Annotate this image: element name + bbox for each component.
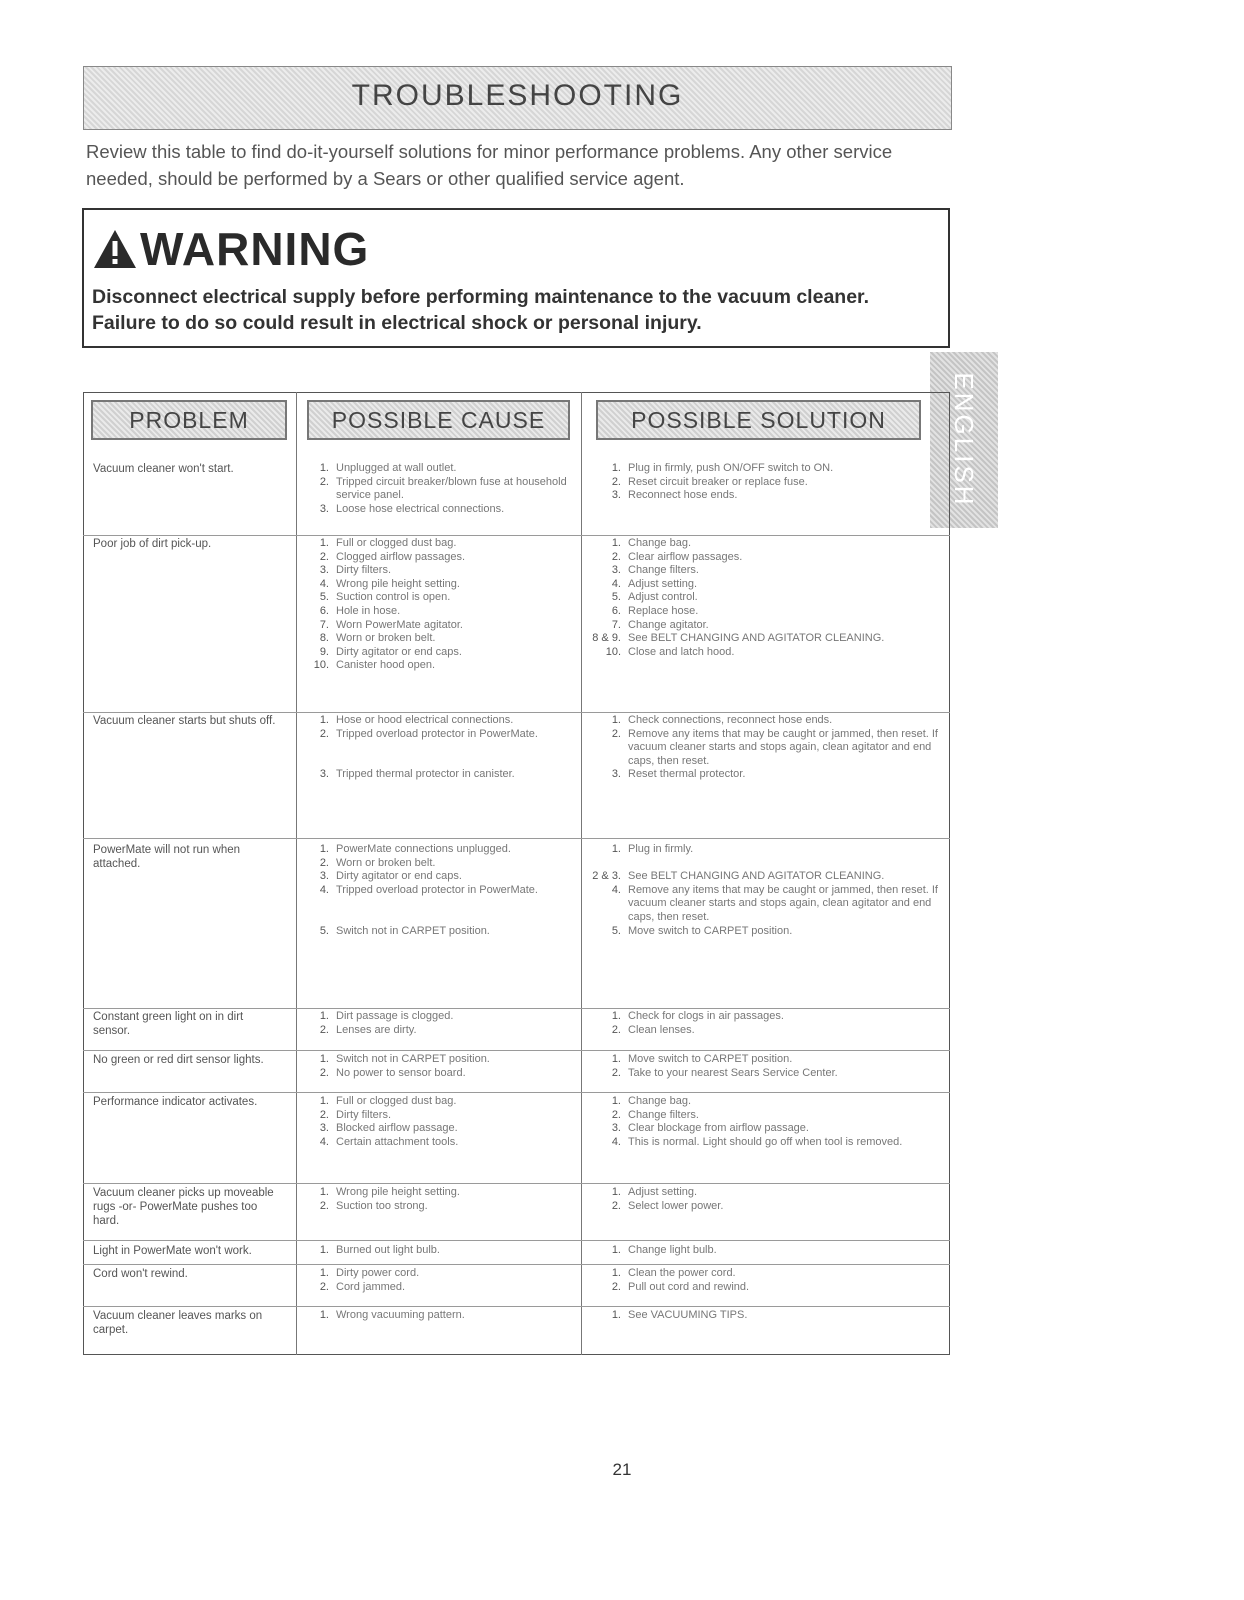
solution-item bbox=[601, 476, 941, 490]
item-text: Dirty agitator or end caps. bbox=[336, 870, 462, 883]
row-divider bbox=[83, 1306, 950, 1307]
cause-item bbox=[309, 1267, 579, 1281]
item-number: 2. bbox=[319, 1280, 329, 1293]
solution-item bbox=[601, 1024, 941, 1038]
problem-cell: Poor job of dirt pick-up. bbox=[93, 538, 212, 550]
item-number: 4. bbox=[319, 577, 329, 590]
solution-item bbox=[601, 1200, 941, 1214]
solution-list bbox=[601, 462, 941, 503]
cause-item bbox=[309, 1186, 579, 1200]
item-number: 1. bbox=[611, 462, 621, 474]
item-number: 3. bbox=[319, 564, 329, 577]
page-number: 21 bbox=[612, 1460, 632, 1479]
item-number: 1. bbox=[611, 1244, 621, 1256]
item-number: 3. bbox=[611, 489, 621, 502]
cause-item bbox=[309, 1122, 579, 1136]
warning-triangle-icon bbox=[92, 228, 138, 270]
problem-cell: Vacuum cleaner starts but shuts off. bbox=[93, 715, 276, 727]
item-number: 4. bbox=[611, 883, 621, 896]
cause-list bbox=[309, 1244, 579, 1258]
cause-item bbox=[309, 551, 579, 565]
row-divider bbox=[83, 1240, 950, 1241]
cause-item bbox=[309, 632, 579, 646]
cause-list bbox=[309, 1010, 579, 1037]
item-number: 2. bbox=[319, 1066, 329, 1079]
cause-list bbox=[309, 843, 579, 938]
item-number: 4. bbox=[611, 577, 621, 590]
item-number: 10. bbox=[313, 659, 329, 672]
item-number: 1. bbox=[319, 1053, 329, 1065]
item-number: 1. bbox=[319, 1095, 329, 1107]
item-number: 1. bbox=[319, 1010, 329, 1022]
item-text: Cord jammed. bbox=[336, 1280, 406, 1293]
item-number: 1. bbox=[611, 843, 621, 855]
item-text: Clean the power cord. bbox=[628, 1267, 736, 1279]
item-number: 1. bbox=[319, 1244, 329, 1256]
item-number: 3. bbox=[611, 564, 621, 577]
item-text: Hose or hood electrical connections. bbox=[336, 714, 514, 726]
item-number: 6. bbox=[611, 604, 621, 617]
cause-item bbox=[309, 578, 579, 592]
item-text: Tripped overload protector in PowerMate. bbox=[336, 883, 538, 896]
item-text: Tripped thermal protector in canister. bbox=[336, 768, 515, 781]
item-text: Tripped circuit breaker/blown fuse at household service panel. bbox=[336, 475, 567, 502]
cause-item bbox=[309, 605, 579, 619]
item-number: 2. bbox=[611, 550, 621, 563]
item-number: 2. bbox=[611, 1280, 621, 1293]
cause-item bbox=[309, 503, 579, 517]
item-number: 4. bbox=[319, 883, 329, 896]
item-number: 1. bbox=[611, 537, 621, 549]
item-text: Plug in firmly. bbox=[628, 843, 694, 855]
item-number: 4. bbox=[611, 1135, 621, 1148]
solution-item bbox=[601, 489, 941, 503]
row-divider bbox=[83, 535, 950, 536]
item-number: 8. bbox=[319, 632, 329, 645]
item-number: 2. bbox=[611, 1199, 621, 1212]
solution-list bbox=[601, 1095, 941, 1149]
cause-list bbox=[309, 1309, 579, 1323]
item-number: 7. bbox=[611, 618, 621, 631]
item-number: 3. bbox=[611, 768, 621, 781]
item-number: 1. bbox=[611, 1053, 621, 1065]
solution-item bbox=[601, 925, 941, 939]
item-text: Check for clogs in air passages. bbox=[628, 1010, 784, 1022]
item-text: Lenses are dirty. bbox=[336, 1023, 417, 1036]
solution-list bbox=[601, 1053, 941, 1080]
item-text: Change filters. bbox=[628, 564, 699, 577]
solution-item bbox=[592, 632, 941, 646]
item-number: 9. bbox=[319, 645, 329, 658]
item-text: Hole in hose. bbox=[336, 604, 401, 617]
row-divider bbox=[83, 838, 950, 839]
cause-item bbox=[309, 1281, 579, 1295]
item-text: Adjust setting. bbox=[628, 1186, 698, 1198]
item-text: Move switch to CARPET position. bbox=[628, 1053, 793, 1065]
item-number: 3. bbox=[319, 768, 329, 781]
cause-column-header: POSSIBLE CAUSE bbox=[307, 400, 570, 440]
item-text: Full or clogged dust bag. bbox=[336, 537, 457, 549]
item-text: See BELT CHANGING AND AGITATOR CLEANING. bbox=[628, 632, 885, 645]
item-number: 2. bbox=[319, 727, 329, 740]
item-number: 2. bbox=[319, 1108, 329, 1121]
solution-list bbox=[601, 1010, 941, 1037]
problem-cell: Cord won't rewind. bbox=[93, 1268, 188, 1280]
cause-list bbox=[309, 714, 579, 782]
warning-title: WARNING bbox=[140, 223, 370, 275]
solution-item bbox=[601, 728, 941, 769]
item-text: Switch not in CARPET position. bbox=[336, 924, 490, 937]
item-number: 1. bbox=[611, 1309, 621, 1321]
cause-item bbox=[309, 591, 579, 605]
solution-item bbox=[601, 1122, 941, 1136]
solution-item bbox=[601, 1053, 941, 1067]
item-number: 2. bbox=[319, 475, 329, 488]
item-text: Change bag. bbox=[628, 1095, 691, 1107]
item-text: Loose hose electrical connections. bbox=[336, 502, 505, 515]
item-text: Dirty filters. bbox=[336, 564, 391, 577]
problem-column-header: PROBLEM bbox=[91, 400, 287, 440]
solution-item bbox=[601, 1244, 941, 1258]
cause-item bbox=[309, 1136, 579, 1150]
item-text: Change light bulb. bbox=[628, 1244, 717, 1256]
item-number: 2. bbox=[319, 856, 329, 869]
item-number: 10. bbox=[605, 645, 621, 658]
solution-item bbox=[601, 591, 941, 605]
item-number: 8 & 9. bbox=[592, 632, 621, 645]
item-number: 1. bbox=[611, 1267, 621, 1279]
item-text: See BELT CHANGING AND AGITATOR CLEANING. bbox=[628, 870, 885, 883]
item-number: 4. bbox=[319, 1135, 329, 1148]
cause-item bbox=[309, 884, 579, 925]
language-tab-label: ENGLISH bbox=[949, 372, 980, 508]
cause-item bbox=[309, 646, 579, 660]
cause-list bbox=[309, 462, 579, 516]
item-text: Close and latch hood. bbox=[628, 645, 735, 658]
item-number: 7. bbox=[319, 618, 329, 631]
solution-item bbox=[601, 768, 941, 782]
item-text: Remove any items that may be caught or jammed, then reset. If vacuum cleaner starts and stops again, clean agitator and end caps, then reset. bbox=[628, 727, 938, 767]
cause-item bbox=[309, 925, 579, 939]
solution-item bbox=[601, 537, 941, 551]
cause-item bbox=[309, 537, 579, 551]
item-number: 1. bbox=[611, 1010, 621, 1022]
cause-item bbox=[309, 857, 579, 871]
item-text: Worn or broken belt. bbox=[336, 632, 436, 645]
item-number: 5. bbox=[611, 591, 621, 604]
item-number: 1. bbox=[319, 1267, 329, 1279]
item-number: 3. bbox=[611, 1122, 621, 1135]
item-text: Suction too strong. bbox=[336, 1199, 428, 1212]
item-text: Full or clogged dust bag. bbox=[336, 1095, 457, 1107]
cause-item bbox=[309, 1109, 579, 1123]
problem-cell: Vacuum cleaner won't start. bbox=[93, 463, 234, 475]
cause-item bbox=[309, 564, 579, 578]
item-text: Adjust control. bbox=[628, 591, 698, 604]
row-divider bbox=[83, 1050, 950, 1051]
item-text: Check connections, reconnect hose ends. bbox=[628, 714, 833, 726]
solution-item bbox=[601, 619, 941, 633]
item-number: 1. bbox=[319, 714, 329, 726]
solution-item bbox=[601, 1281, 941, 1295]
item-number: 3. bbox=[319, 502, 329, 515]
solution-item bbox=[601, 1010, 941, 1024]
cause-item bbox=[309, 768, 579, 782]
solution-item bbox=[601, 884, 941, 925]
item-text: Suction control is open. bbox=[336, 591, 451, 604]
item-text: Wrong pile height setting. bbox=[336, 577, 460, 590]
item-text: Unplugged at wall outlet. bbox=[336, 462, 457, 474]
troubleshooting-header bbox=[83, 66, 952, 130]
item-number: 3. bbox=[319, 1122, 329, 1135]
row-divider bbox=[83, 1008, 950, 1009]
item-text: Dirt passage is clogged. bbox=[336, 1010, 454, 1022]
cause-item bbox=[309, 1024, 579, 1038]
cause-item bbox=[309, 1244, 579, 1258]
item-text: Reconnect hose ends. bbox=[628, 489, 738, 502]
cause-item bbox=[309, 714, 579, 728]
item-number: 1. bbox=[319, 462, 329, 474]
cause-item bbox=[309, 870, 579, 884]
item-number: 5. bbox=[319, 924, 329, 937]
item-number: 1. bbox=[319, 537, 329, 549]
solution-list bbox=[601, 1186, 941, 1213]
item-text: Adjust setting. bbox=[628, 577, 698, 590]
cause-item bbox=[309, 728, 579, 769]
problem-cell: Vacuum cleaner picks up moveable rugs -or- PowerMate pushes too hard. bbox=[93, 1187, 274, 1227]
warning-heading bbox=[92, 224, 369, 274]
solution-item bbox=[601, 714, 941, 728]
solution-item bbox=[601, 843, 941, 870]
item-text: Clear airflow passages. bbox=[628, 550, 743, 563]
item-number: 1. bbox=[319, 1186, 329, 1198]
solution-item bbox=[601, 1109, 941, 1123]
item-text: Replace hose. bbox=[628, 604, 699, 617]
item-text: Select lower power. bbox=[628, 1199, 724, 1212]
cause-list bbox=[309, 1267, 579, 1294]
item-number: 5. bbox=[611, 924, 621, 937]
problem-cell: PowerMate will not run when attached. bbox=[93, 844, 241, 870]
item-text: Change agitator. bbox=[628, 618, 709, 631]
item-text: See VACUUMING TIPS. bbox=[628, 1309, 748, 1321]
problem-cell: Constant green light on in dirt sensor. bbox=[93, 1011, 244, 1037]
cause-item bbox=[309, 1053, 579, 1067]
item-text: Remove any items that may be caught or jammed, then reset. If vacuum cleaner starts and stops again, clean agitator and end caps, then reset. bbox=[628, 883, 938, 923]
row-divider bbox=[83, 1183, 950, 1184]
problem-cell: Performance indicator activates. bbox=[93, 1096, 258, 1108]
item-number: 5. bbox=[319, 591, 329, 604]
cause-list bbox=[309, 1095, 579, 1149]
warning-text: Disconnect electrical supply before performing maintenance to the vacuum cleaner. Failure to do so could result in electrical shock or personal injury. bbox=[92, 286, 869, 334]
cause-item bbox=[309, 1200, 579, 1214]
item-text: PowerMate connections unplugged. bbox=[336, 843, 511, 855]
item-text: Dirty agitator or end caps. bbox=[336, 645, 462, 658]
solution-item bbox=[601, 1095, 941, 1109]
solution-list bbox=[592, 843, 941, 938]
item-text: Switch not in CARPET position. bbox=[336, 1053, 490, 1065]
solution-list bbox=[601, 1267, 941, 1294]
item-text: Pull out cord and rewind. bbox=[628, 1280, 750, 1293]
cause-item bbox=[309, 1067, 579, 1081]
solution-item bbox=[601, 564, 941, 578]
cause-item bbox=[309, 476, 579, 503]
solution-list bbox=[601, 714, 941, 782]
solution-item bbox=[601, 578, 941, 592]
item-text: Wrong pile height setting. bbox=[336, 1186, 460, 1198]
item-number: 2. bbox=[611, 1023, 621, 1036]
item-text: Tripped overload protector in PowerMate. bbox=[336, 727, 538, 740]
page-title: TROUBLESHOOTING bbox=[351, 79, 684, 112]
item-text: Reset thermal protector. bbox=[628, 768, 746, 781]
item-text: Worn or broken belt. bbox=[336, 856, 436, 869]
item-text: Move switch to CARPET position. bbox=[628, 924, 793, 937]
item-text: Clogged airflow passages. bbox=[336, 550, 466, 563]
cause-list bbox=[309, 1053, 579, 1080]
solution-column-header: POSSIBLE SOLUTION bbox=[596, 400, 921, 440]
item-text: Reset circuit breaker or replace fuse. bbox=[628, 475, 808, 488]
item-text: Blocked airflow passage. bbox=[336, 1122, 458, 1135]
row-divider bbox=[83, 1264, 950, 1265]
item-number: 2. bbox=[319, 1023, 329, 1036]
solution-list bbox=[601, 1309, 941, 1323]
item-text: No power to sensor board. bbox=[336, 1066, 466, 1079]
item-number: 3. bbox=[319, 870, 329, 883]
problem-cell: Light in PowerMate won't work. bbox=[93, 1245, 252, 1257]
row-divider bbox=[83, 712, 950, 713]
item-number: 2. bbox=[611, 1066, 621, 1079]
cause-list bbox=[309, 537, 579, 673]
item-text: Worn PowerMate agitator. bbox=[336, 618, 463, 631]
cause-list bbox=[309, 1186, 579, 1213]
item-text: Certain attachment tools. bbox=[336, 1135, 459, 1148]
item-number: 2. bbox=[319, 1199, 329, 1212]
item-number: 1. bbox=[611, 1095, 621, 1107]
cause-item bbox=[309, 1010, 579, 1024]
item-text: Wrong vacuuming pattern. bbox=[336, 1309, 465, 1321]
cause-item bbox=[309, 462, 579, 476]
problem-cell: Vacuum cleaner leaves marks on carpet. bbox=[93, 1310, 263, 1336]
item-number: 6. bbox=[319, 604, 329, 617]
problem-cell: No green or red dirt sensor lights. bbox=[93, 1054, 264, 1066]
column-divider bbox=[296, 392, 297, 1355]
item-text: Clear blockage from airflow passage. bbox=[628, 1122, 809, 1135]
item-text: Burned out light bulb. bbox=[336, 1244, 440, 1256]
solution-item bbox=[601, 1186, 941, 1200]
cause-item bbox=[309, 1095, 579, 1109]
item-text: Dirty filters. bbox=[336, 1108, 391, 1121]
solution-item bbox=[601, 646, 941, 660]
solution-item bbox=[592, 870, 941, 884]
item-text: Take to your nearest Sears Service Center. bbox=[628, 1066, 838, 1079]
solution-item bbox=[601, 1267, 941, 1281]
cause-item bbox=[309, 843, 579, 857]
item-text: Plug in firmly, push ON/OFF switch to ON. bbox=[628, 462, 834, 474]
item-number: 2. bbox=[611, 1108, 621, 1121]
item-number: 2. bbox=[611, 727, 621, 740]
cause-item bbox=[309, 659, 579, 673]
solution-item bbox=[601, 605, 941, 619]
row-divider bbox=[83, 1092, 950, 1093]
item-text: Clean lenses. bbox=[628, 1023, 695, 1036]
item-number: 2 & 3. bbox=[592, 870, 621, 883]
solution-list bbox=[601, 1244, 941, 1258]
item-text: Change bag. bbox=[628, 537, 691, 549]
solution-item bbox=[601, 1309, 941, 1323]
item-number: 2. bbox=[319, 550, 329, 563]
cause-item bbox=[309, 619, 579, 633]
item-text: This is normal. Light should go off when tool is removed. bbox=[628, 1135, 903, 1148]
solution-list bbox=[592, 537, 941, 659]
item-text: Change filters. bbox=[628, 1108, 699, 1121]
cause-item bbox=[309, 1309, 579, 1323]
warning-box bbox=[82, 208, 950, 348]
solution-item bbox=[601, 1067, 941, 1081]
item-number: 1. bbox=[611, 1186, 621, 1198]
item-text: Dirty power cord. bbox=[336, 1267, 420, 1279]
item-number: 2. bbox=[611, 475, 621, 488]
solution-item bbox=[601, 551, 941, 565]
solution-item bbox=[601, 1136, 941, 1150]
item-text: Canister hood open. bbox=[336, 659, 436, 672]
item-number: 1. bbox=[319, 1309, 329, 1321]
item-number: 1. bbox=[611, 714, 621, 726]
solution-item bbox=[601, 462, 941, 476]
intro-paragraph: Review this table to find do-it-yourself solutions for minor performance problems. Any other service needed, should be performed by a Sears or other qualified service agent. bbox=[86, 141, 893, 189]
item-number: 1. bbox=[319, 843, 329, 855]
